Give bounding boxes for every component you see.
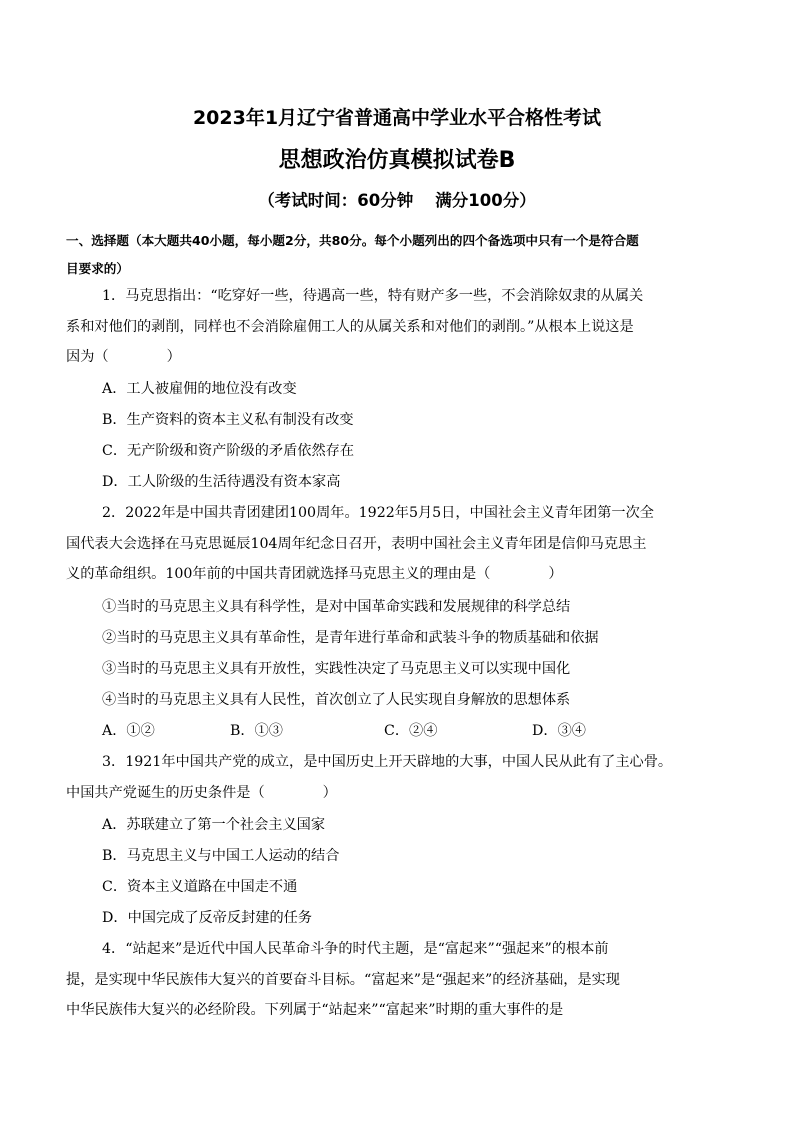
option-a: A．苏联建立了第一个社会主义国家 xyxy=(102,817,326,833)
option-d: D．中国完成了反帝反封建的任务 xyxy=(102,910,313,926)
question-3 xyxy=(66,747,730,808)
statement-4: ④当时的马克思主义具有人民性，首次创立了人民实现自身解放的思想体系 xyxy=(102,692,571,708)
question-line: 中国共产党诞生的历史条件是（ ） xyxy=(66,784,337,801)
choice-b: B．①③ xyxy=(230,723,283,739)
statement-1: ①当时的马克思主义具有科学性，是对中国革命实践和发展规律的科学总结 xyxy=(102,599,571,615)
choice-a: A．①② xyxy=(102,723,155,739)
exam-time: （考试时间：60分钟 xyxy=(258,191,414,210)
question-line: 3．1921年中国共产党的成立，是中国历史上开天辟地的大事，中国人民从此有了主心骨。 xyxy=(102,754,673,770)
statement-3: ③当时的马克思主义具有开放性，实践性决定了马克思主义可以实现中国化 xyxy=(102,661,571,677)
question-line: 4．“站起来”是近代中国人民革命斗争的时代主题，是“富起来”“强起来”的根本前 xyxy=(102,941,609,957)
question-line: 系和对他们的剥削，同样也不会消除雇佣工人的从属关系和对他们的剥削。”从根本上说这是 xyxy=(66,318,634,335)
section-heading-line: 目要求的） xyxy=(66,261,129,276)
question-line: 国代表大会选择在马克思诞辰104周年纪念日召开，表明中国社会主义青年团是信仰马克思主 xyxy=(66,535,647,552)
option-c: C．资本主义道路在中国走不通 xyxy=(102,879,298,895)
exam-subtitle: 思想政治仿真模拟试卷B xyxy=(278,148,516,173)
option-b: B．马克思主义与中国工人运动的结合 xyxy=(102,848,340,864)
question-line: 义的革命组织。100年前的中国共青团就选择马克思主义的理由是（ ） xyxy=(66,566,563,582)
full-score: 满分100分） xyxy=(435,191,536,210)
question-line: 1．马克思指出：“吃穿好一些，待遇高一些，特有财产多一些，不会消除奴隶的从属关 xyxy=(102,288,644,304)
option-c: C．无产阶级和资产阶级的矛盾依然存在 xyxy=(102,443,355,459)
exam-title: 2023年1月辽宁省普通高中学业水平合格性考试 xyxy=(192,107,602,129)
question-line: 提，是实现中华民族伟大复兴的首要奋斗目标。“富起来”是“强起来”的经济基础，是实现 xyxy=(66,971,620,988)
question-4 xyxy=(66,934,730,1026)
section-heading xyxy=(66,226,730,284)
option-b: B．生产资料的资本主义私有制没有改变 xyxy=(102,412,354,428)
section-heading-line: 一、选择题（本大题共40小题，每小题2分，共80分。每个小题列出的四个备选项中只有一个是符合题 xyxy=(66,233,639,248)
question-line: 中华民族伟大复兴的必经阶段。下列属于“站起来”“富起来”时期的重大事件的是 xyxy=(66,1002,564,1018)
option-d: D．工人阶级的生活待遇没有资本家高 xyxy=(102,474,341,490)
choice-c: C．②④ xyxy=(384,723,438,739)
question-1 xyxy=(66,281,730,373)
choice-d: D．③④ xyxy=(532,723,586,739)
question-line: 因为（ ） xyxy=(66,349,181,365)
question-2 xyxy=(66,498,730,590)
option-a: A．工人被雇佣的地位没有改变 xyxy=(102,381,297,397)
exam-info xyxy=(0,187,794,211)
question-line: 2．2022年是中国共青团建团100周年。1922年5月5日，中国社会主义青年团第一次全 xyxy=(102,505,654,521)
statement-2: ②当时的马克思主义具有革命性，是青年进行革命和武装斗争的物质基础和依据 xyxy=(102,630,599,646)
